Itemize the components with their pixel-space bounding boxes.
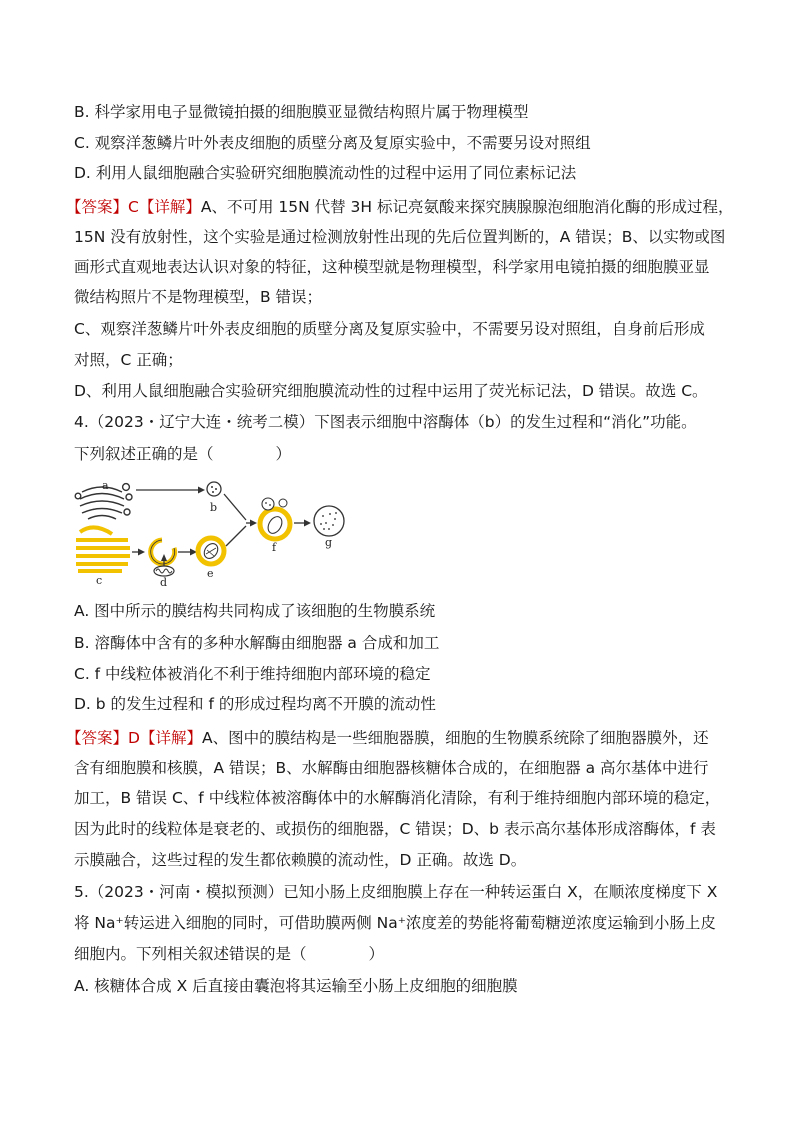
q4-option-a: A. 图中所示的膜结构共同构成了该细胞的生物膜系统 (74, 602, 436, 620)
q5-stem-1: 5.（2023・河南・模拟预测）已知小肠上皮细胞膜上存在一种转运蛋白 X，在顺浓度梯度下 X (74, 883, 718, 901)
q4-explain-2: 含有细胞膜和核膜，A 错误；B、水解酶由细胞器核糖体合成的，在细胞器 a 高尔基体中进行 (74, 759, 709, 777)
q4-stem-1: 4.（2023・辽宁大连・统考二模）下图表示细胞中溶酶体（b）的发生过程和“消化”功能。 (74, 413, 697, 431)
label-g: g (325, 536, 333, 549)
label-e: e (207, 567, 214, 580)
q3-explain-3: 画形式直观地表达认识对象的特征，这种模型就是物理模型，科学家用电镜拍摄的细胞膜亚显 (74, 258, 710, 276)
organelle-c-er (76, 527, 130, 571)
q3-option-b: B. 科学家用电子显微镜拍摄的细胞膜亚显微结构照片属于物理模型 (74, 103, 529, 121)
q3-explain-4: 微结构照片不是物理模型，B 错误； (74, 288, 323, 306)
q3-explain-1: A、不可用 15N 代替 3H 标记亮氨酸来探究胰腺腺泡细胞消化酶的形成过程， (200, 198, 734, 216)
q5-stem-2: 将 Na⁺转运进入细胞的同时，可借助膜两侧 Na⁺浓度差的势能将葡萄糖逆浓度运输到小肠上皮 (74, 914, 716, 932)
lysosome-diagram (74, 474, 359, 586)
q4-option-c: C. f 中线粒体被消化不利于维持细胞内部环境的稳定 (74, 665, 431, 683)
q4-explain-5: 示膜融合，这些过程的发生都依赖膜的流动性，D 正确。故选 D。 (74, 851, 527, 869)
q3-answer-letter: C (128, 198, 139, 216)
q4-option-b: B. 溶酶体中含有的多种水解酶由细胞器 a 合成和加工 (74, 634, 440, 652)
organelle-e-autophagosome (198, 538, 224, 564)
organelle-b-lysosome (207, 482, 221, 496)
q3-explain-5: C、观察洋葱鳞片叶外表皮细胞的质壁分离及复原实验中，不需要另设对照组，自身前后形成 (74, 320, 705, 338)
q3-answer-line-1 (66, 196, 734, 218)
arrowhead-a-to-b (198, 487, 205, 494)
q3-option-c: C. 观察洋葱鳞片叶外表皮细胞的质壁分离及复原实验中，不需要另设对照组 (74, 134, 591, 152)
q4-explain-3: 加工，B 错误 C、f 中线粒体被溶酶体中的水解酶消化清除，有利于维持细胞内部环境的稳定， (74, 789, 721, 807)
q4-answer-tag: 【答案】 (66, 729, 129, 747)
q3-explain-2: 15N 没有放射性，这个实验是通过检测放射性出现的先后位置判断的，A 错误；B、以实物或图 (74, 228, 726, 246)
label-f: f (272, 541, 277, 554)
q4-explain-1: A、图中的膜结构是一些细胞器膜，细胞的生物膜系统除了细胞器膜外，还 (201, 729, 709, 747)
organelle-f-autolysosome (260, 498, 290, 539)
q3-option-d: D. 利用人鼠细胞融合实验研究细胞膜流动性的过程中运用了同位素标记法 (74, 164, 577, 182)
label-b: b (210, 501, 218, 514)
q5-option-a: A. 核糖体合成 X 后直接由囊泡将其运输至小肠上皮细胞的细胞膜 (74, 977, 518, 995)
q3-explain-7: D、利用人鼠细胞融合实验研究细胞膜流动性的过程中运用了荧光标记法，D 错误。故选 C。 (74, 382, 708, 400)
organelle-g-residual-body (314, 506, 344, 536)
q4-answer-line-1 (66, 727, 726, 749)
label-c: c (96, 574, 103, 586)
q3-detail-tag: 【详解】 (138, 198, 201, 216)
label-d: d (160, 576, 168, 586)
q4-explain-4: 因为此时的线粒体是衰老的、或损伤的细胞器，C 错误；D、b 表示高尔基体形成溶酶体，f 表 (74, 820, 716, 838)
q4-stem-2: 下列叙述正确的是（ ） (74, 445, 292, 463)
q3-explain-6: 对照，C 正确； (74, 351, 183, 369)
q3-answer-tag: 【答案】 (66, 198, 129, 216)
q4-answer-letter: D (128, 729, 140, 747)
q5-stem-3: 细胞内。下列相关叙述错误的是（ ） (74, 945, 385, 963)
q4-detail-tag: 【详解】 (139, 729, 202, 747)
organelle-d-mitochondrion (154, 566, 174, 576)
label-a: a (102, 479, 109, 492)
q4-option-d: D. b 的发生过程和 f 的形成过程均离不开膜的流动性 (74, 695, 436, 713)
